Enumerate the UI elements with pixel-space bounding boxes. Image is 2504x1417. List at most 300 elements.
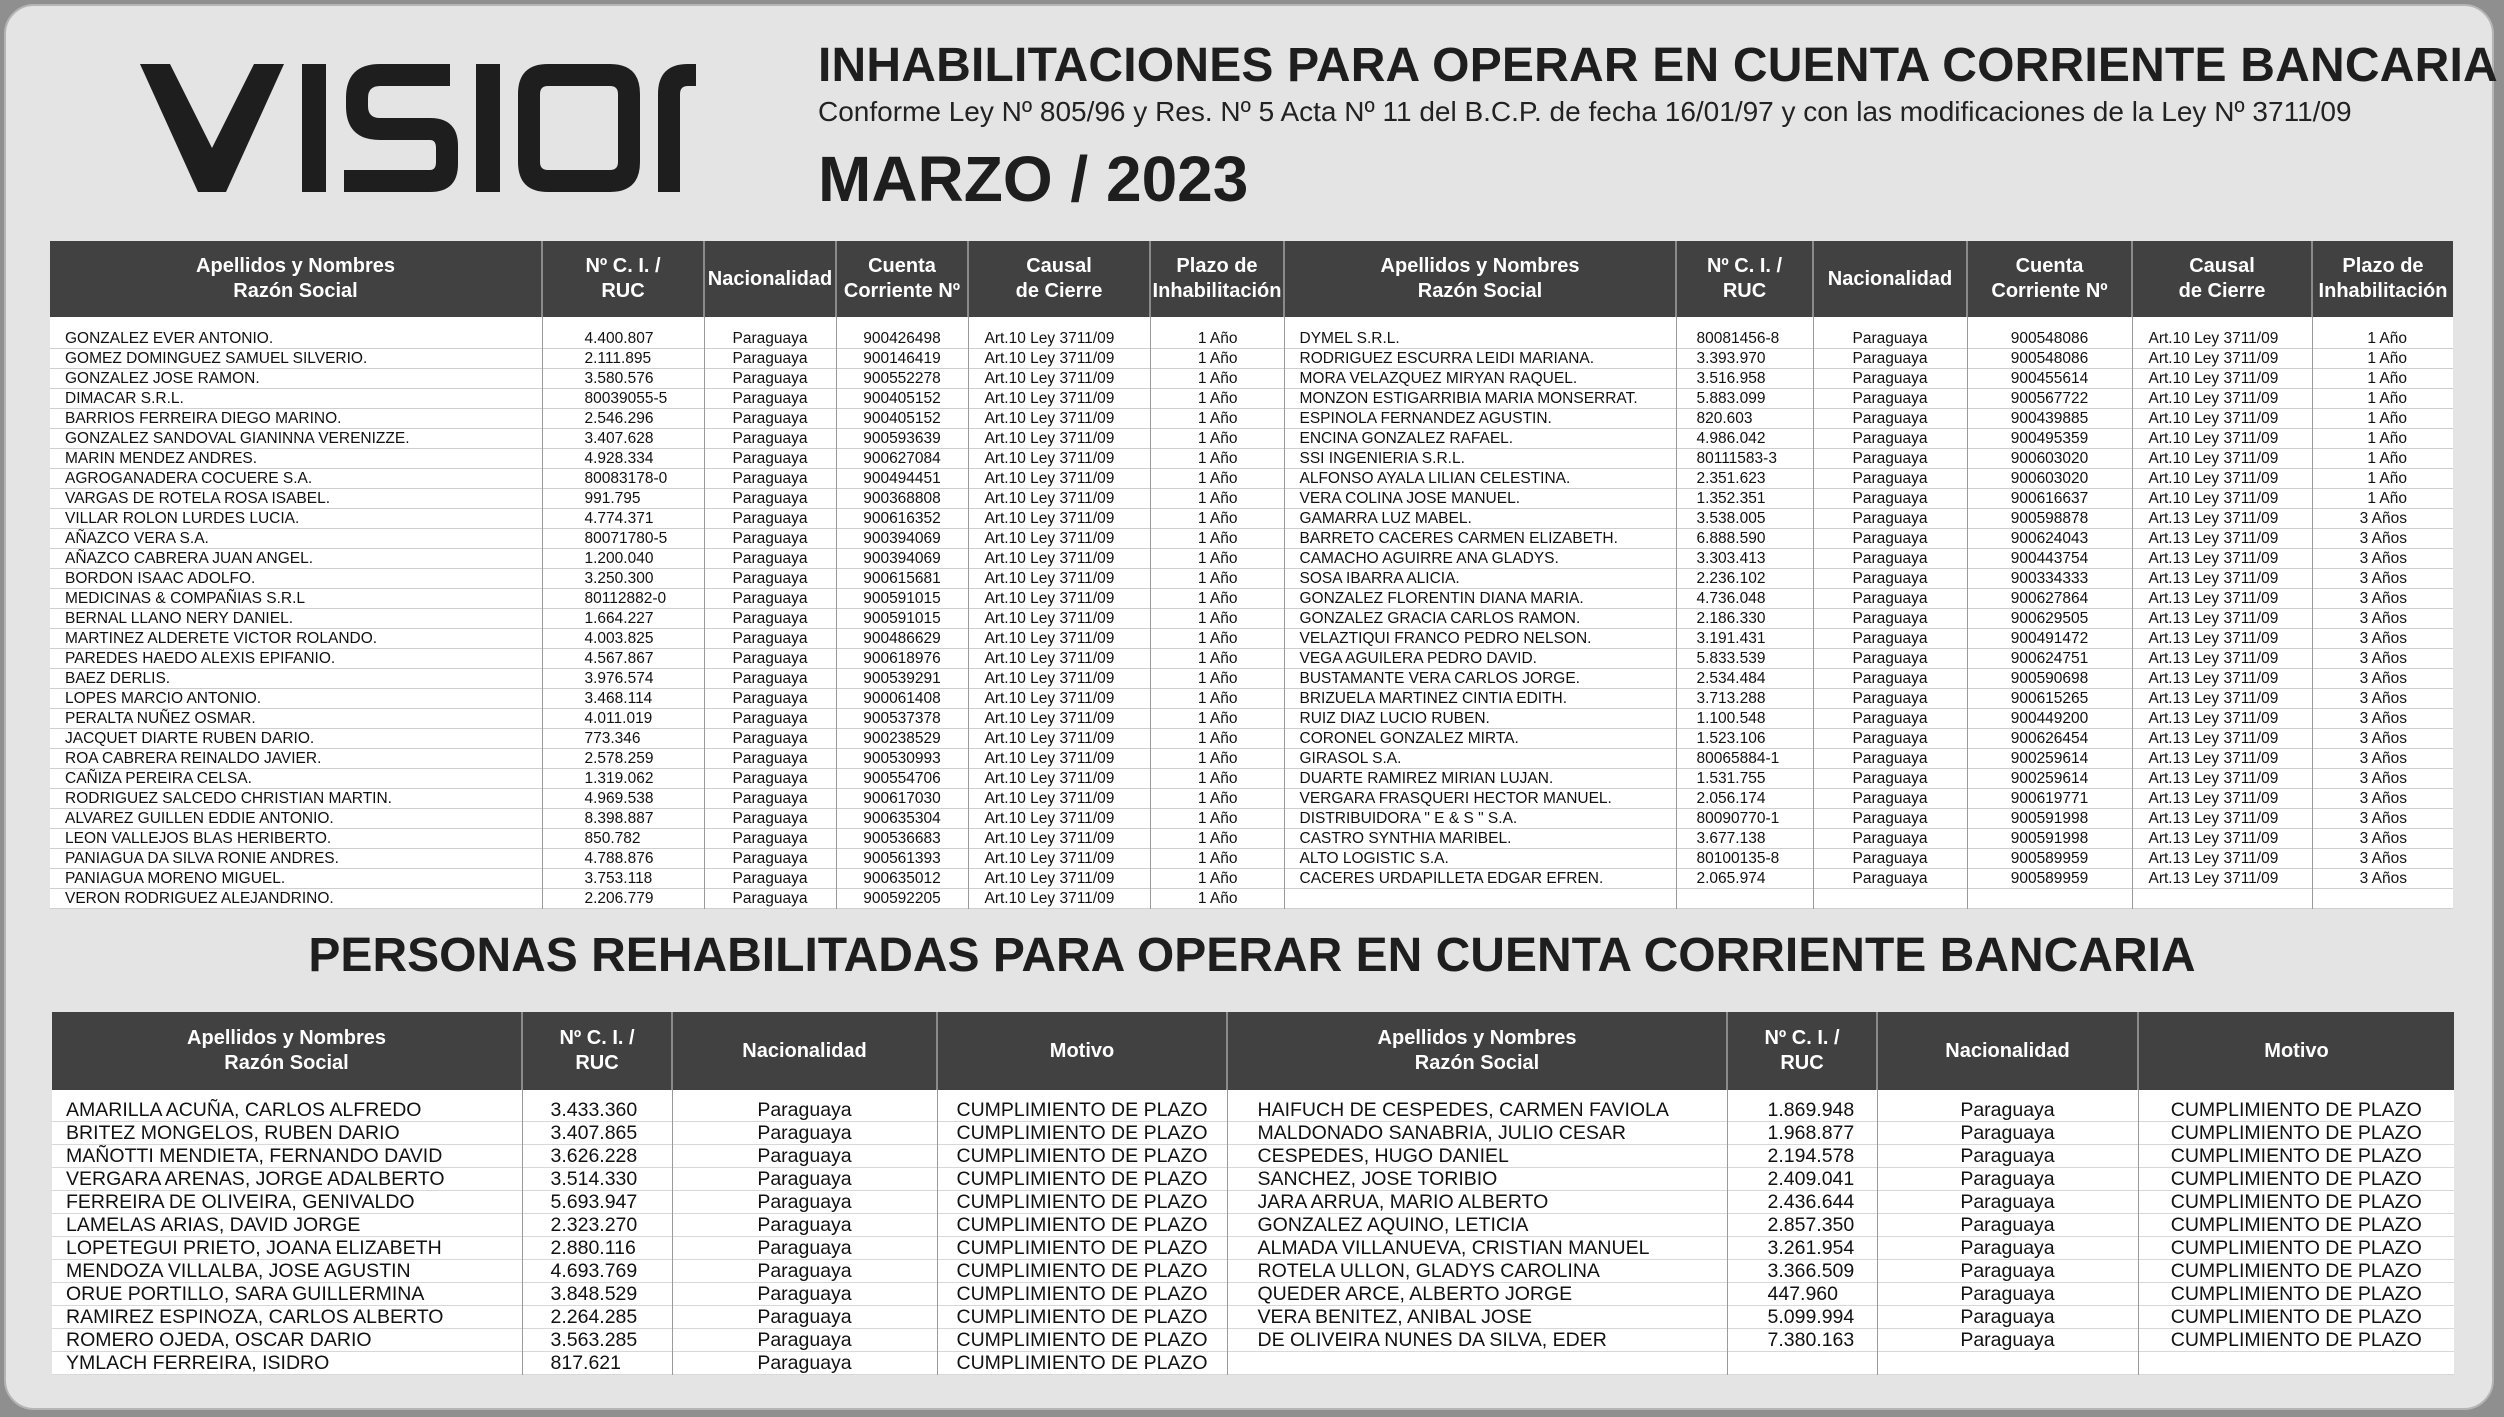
- cell-nacionalidad: Paraguaya: [1813, 769, 1967, 789]
- cell-nacionalidad: Paraguaya: [1877, 1260, 2138, 1283]
- cell-name: GIRASOL S.A.: [1284, 749, 1676, 769]
- cell-name: BERNAL LLANO NERY DANIEL.: [65, 610, 293, 628]
- cell-cuenta: 900615265: [1967, 689, 2132, 709]
- cell-nacionalidad: Paraguaya: [1813, 829, 1967, 849]
- cell-cuenta: 900618976: [836, 649, 968, 669]
- cell-plazo: 1 Año: [1150, 709, 1284, 729]
- rehabilitadas-table: [52, 1012, 2454, 1375]
- cell-causal: Art.10 Ley 3711/09: [968, 549, 1150, 569]
- cell-name: LOPES MARCIO ANTONIO.: [65, 690, 262, 708]
- cell-nacionalidad: Paraguaya: [704, 349, 836, 369]
- cell-name: MARIN MENDEZ ANDRES.: [65, 450, 258, 468]
- cell-plazo: 1 Año: [1150, 549, 1284, 569]
- page-title: INHABILITACIONES PARA OPERAR EN CUENTA CORRIENTE BANCARIA: [818, 39, 2498, 92]
- cell-nacionalidad: Paraguaya: [704, 509, 836, 529]
- cell-name: BRITEZ MONGELOS, RUBEN DARIO: [66, 1122, 400, 1144]
- table-row: [50, 709, 2453, 729]
- cell-causal: Art.10 Ley 3711/09: [2132, 389, 2312, 409]
- col-header-ci: Nº C. I. / RUC: [522, 1012, 672, 1090]
- cell-name: RODRIGUEZ ESCURRA LEIDI MARIANA.: [1284, 349, 1676, 369]
- cell-cuenta: 900635012: [836, 869, 968, 889]
- col-header-motivo: Motivo: [2138, 1012, 2454, 1090]
- cell-nacionalidad: Paraguaya: [1813, 809, 1967, 829]
- cell-causal: Art.10 Ley 3711/09: [968, 889, 1150, 909]
- cell-plazo: 1 Año: [2312, 489, 2453, 509]
- cell-name: BUSTAMANTE VERA CARLOS JORGE.: [1284, 669, 1676, 689]
- cell-causal: Art.10 Ley 3711/09: [968, 529, 1150, 549]
- cell-cuenta: 900494451: [836, 469, 968, 489]
- cell-nacionalidad: Paraguaya: [672, 1191, 937, 1214]
- cell-ci: 2.065.974: [1676, 869, 1813, 889]
- cell-nacionalidad: Paraguaya: [1813, 329, 1967, 349]
- cell-ci: 991.795: [542, 489, 704, 509]
- cell-ci: 3.677.138: [1676, 829, 1813, 849]
- cell-plazo: 1 Año: [1150, 489, 1284, 509]
- cell-name: CAMACHO AGUIRRE ANA GLADYS.: [1284, 549, 1676, 569]
- cell-cuenta: 900405152: [836, 409, 968, 429]
- cell-nacionalidad: Paraguaya: [1813, 869, 1967, 889]
- empty-cell: [1284, 317, 1676, 329]
- cell-name: LOPETEGUI PRIETO, JOANA ELIZABETH: [66, 1237, 442, 1259]
- cell-cuenta: 900616637: [1967, 489, 2132, 509]
- table-row: [50, 689, 2453, 709]
- table-row: [52, 1237, 2454, 1260]
- cell-nacionalidad: Paraguaya: [704, 729, 836, 749]
- cell-name: BAEZ DERLIS.: [65, 670, 171, 688]
- cell-name: SSI INGENIERIA S.R.L.: [1284, 449, 1676, 469]
- cell-ci: 447.960: [1727, 1283, 1877, 1306]
- cell-plazo: 1 Año: [1150, 529, 1284, 549]
- cell-causal: Art.10 Ley 3711/09: [2132, 349, 2312, 369]
- empty-cell: [968, 317, 1150, 329]
- cell-name: CORONEL GONZALEZ MIRTA.: [1284, 729, 1676, 749]
- cell-ci: 2.857.350: [1727, 1214, 1877, 1237]
- cell-causal: Art.10 Ley 3711/09: [968, 769, 1150, 789]
- cell-ci: 4.011.019: [542, 709, 704, 729]
- cell-nacionalidad: Paraguaya: [1877, 1237, 2138, 1260]
- empty-cell: [1877, 1090, 2138, 1099]
- cell-plazo: 3 Años: [2312, 789, 2453, 809]
- empty-cell: [542, 317, 704, 329]
- table-row: [50, 409, 2453, 429]
- cell-plazo: 3 Años: [2312, 569, 2453, 589]
- cell-motivo: CUMPLIMIENTO DE PLAZO: [2138, 1306, 2454, 1329]
- cell-ci: 4.969.538: [542, 789, 704, 809]
- cell-name: ROMERO OJEDA, OSCAR DARIO: [66, 1329, 372, 1351]
- cell-name: MONZON ESTIGARRIBIA MARIA MONSERRAT.: [1284, 389, 1676, 409]
- cell-ci: 3.580.576: [542, 369, 704, 389]
- cell-nacionalidad: Paraguaya: [1813, 449, 1967, 469]
- cell-plazo: 3 Años: [2312, 709, 2453, 729]
- cell-ci: 8.398.887: [542, 809, 704, 829]
- cell-cuenta: 900616352: [836, 509, 968, 529]
- cell-nacionalidad: Paraguaya: [1813, 669, 1967, 689]
- cell-cuenta: 900591998: [1967, 809, 2132, 829]
- cell-nacionalidad: Paraguaya: [1877, 1122, 2138, 1145]
- table-row: [50, 889, 2453, 909]
- empty-cell: [1676, 317, 1813, 329]
- cell-nacionalidad: Paraguaya: [1813, 609, 1967, 629]
- cell-causal: Art.10 Ley 3711/09: [968, 409, 1150, 429]
- cell-nacionalidad: Paraguaya: [1877, 1145, 2138, 1168]
- cell-cuenta: 900561393: [836, 849, 968, 869]
- cell-name: ALFONSO AYALA LILIAN CELESTINA.: [1284, 469, 1676, 489]
- table-row: [50, 449, 2453, 469]
- cell-ci: 3.261.954: [1727, 1237, 1877, 1260]
- cell-cuenta: 900061408: [836, 689, 968, 709]
- cell-plazo: 3 Años: [2312, 749, 2453, 769]
- cell-ci: [1676, 889, 1813, 909]
- cell-ci: 4.774.371: [542, 509, 704, 529]
- empty-cell: [1150, 317, 1284, 329]
- cell-ci: 1.664.227: [542, 609, 704, 629]
- table-row: [50, 629, 2453, 649]
- cell-plazo: 1 Año: [2312, 429, 2453, 449]
- table-header-row: [52, 1012, 2454, 1090]
- cell-plazo: 1 Año: [1150, 409, 1284, 429]
- cell-ci: 5.883.099: [1676, 389, 1813, 409]
- cell-nacionalidad: Paraguaya: [1877, 1329, 2138, 1352]
- cell-nacionalidad: Paraguaya: [1813, 729, 1967, 749]
- cell-name: ESPINOLA FERNANDEZ AGUSTIN.: [1284, 409, 1676, 429]
- cell-cuenta: 900259614: [1967, 769, 2132, 789]
- cell-motivo: CUMPLIMIENTO DE PLAZO: [2138, 1168, 2454, 1191]
- cell-ci: 3.516.958: [1676, 369, 1813, 389]
- cell-cuenta: 900238529: [836, 729, 968, 749]
- cell-ci: 3.303.413: [1676, 549, 1813, 569]
- cell-plazo: [2312, 889, 2453, 909]
- cell-ci: 817.621: [522, 1352, 672, 1375]
- cell-name: PERALTA NUÑEZ OSMAR.: [65, 710, 256, 728]
- cell-nacionalidad: Paraguaya: [704, 849, 836, 869]
- cell-causal: Art.13 Ley 3711/09: [2132, 689, 2312, 709]
- cell-nacionalidad: Paraguaya: [1877, 1168, 2138, 1191]
- cell-name: DYMEL S.R.L.: [1284, 329, 1676, 349]
- cell-ci: 3.538.005: [1676, 509, 1813, 529]
- cell-ci: 3.753.118: [542, 869, 704, 889]
- cell-cuenta: 900591015: [836, 609, 968, 629]
- cell-motivo: CUMPLIMIENTO DE PLAZO: [937, 1145, 1227, 1168]
- cell-ci: 80090770-1: [1676, 809, 1813, 829]
- cell-nacionalidad: Paraguaya: [672, 1214, 937, 1237]
- cell-nacionalidad: Paraguaya: [704, 889, 836, 909]
- cell-nacionalidad: Paraguaya: [704, 869, 836, 889]
- cell-name: [1284, 889, 1676, 909]
- cell-name: GONZALEZ GRACIA CARLOS RAMON.: [1284, 609, 1676, 629]
- cell-nacionalidad: Paraguaya: [1813, 649, 1967, 669]
- cell-motivo: CUMPLIMIENTO DE PLAZO: [937, 1329, 1227, 1352]
- table-row: [52, 1329, 2454, 1352]
- cell-causal: Art.10 Ley 3711/09: [968, 809, 1150, 829]
- cell-ci: 2.194.578: [1727, 1145, 1877, 1168]
- cell-plazo: 1 Año: [1150, 649, 1284, 669]
- table-row: [50, 609, 2453, 629]
- cell-plazo: 3 Años: [2312, 809, 2453, 829]
- cell-nacionalidad: Paraguaya: [704, 369, 836, 389]
- cell-plazo: 1 Año: [1150, 829, 1284, 849]
- cell-name: DIMACAR S.R.L.: [65, 390, 184, 408]
- cell-nacionalidad: Paraguaya: [1813, 409, 1967, 429]
- cell-plazo: 3 Años: [2312, 849, 2453, 869]
- cell-name: ROTELA ULLON, GLADYS CAROLINA: [1227, 1260, 1727, 1283]
- cell-nacionalidad: Paraguaya: [1877, 1099, 2138, 1122]
- cell-name: BARRIOS FERREIRA DIEGO MARINO.: [65, 410, 342, 428]
- cell-cuenta: 900619771: [1967, 789, 2132, 809]
- cell-ci: 2.578.259: [542, 749, 704, 769]
- cell-name: LEON VALLEJOS BLAS HERIBERTO.: [65, 830, 332, 848]
- cell-name: BORDON ISAAC ADOLFO.: [65, 570, 256, 588]
- cell-nacionalidad: Paraguaya: [1813, 489, 1967, 509]
- cell-motivo: CUMPLIMIENTO DE PLAZO: [2138, 1145, 2454, 1168]
- cell-ci: 2.236.102: [1676, 569, 1813, 589]
- cell-causal: Art.13 Ley 3711/09: [2132, 589, 2312, 609]
- table-row: [50, 529, 2453, 549]
- cell-plazo: 3 Años: [2312, 769, 2453, 789]
- cell-name: PAREDES HAEDO ALEXIS EPIFANIO.: [65, 650, 336, 668]
- cell-causal: Art.13 Ley 3711/09: [2132, 789, 2312, 809]
- cell-cuenta: 900449200: [1967, 709, 2132, 729]
- cell-causal: Art.10 Ley 3711/09: [968, 589, 1150, 609]
- cell-name: ALMADA VILLANUEVA, CRISTIAN MANUEL: [1227, 1237, 1727, 1260]
- cell-nacionalidad: Paraguaya: [704, 749, 836, 769]
- cell-causal: Art.10 Ley 3711/09: [968, 429, 1150, 449]
- cell-ci: 2.056.174: [1676, 789, 1813, 809]
- cell-ci: 2.111.895: [542, 349, 704, 369]
- cell-nacionalidad: Paraguaya: [1813, 509, 1967, 529]
- col-header-cuenta: Cuenta Corriente Nº: [836, 241, 968, 317]
- cell-ci: 2.186.330: [1676, 609, 1813, 629]
- cell-nacionalidad: Paraguaya: [704, 629, 836, 649]
- rehabilitadas-title: PERSONAS REHABILITADAS PARA OPERAR EN CUENTA CORRIENTE BANCARIA: [308, 929, 2196, 982]
- cell-cuenta: 900590698: [1967, 669, 2132, 689]
- cell-cuenta: [1967, 889, 2132, 909]
- cell-nacionalidad: Paraguaya: [704, 469, 836, 489]
- cell-name: GONZALEZ SANDOVAL GIANINNA VERENIZZE.: [65, 430, 410, 448]
- cell-motivo: CUMPLIMIENTO DE PLAZO: [937, 1122, 1227, 1145]
- cell-motivo: CUMPLIMIENTO DE PLAZO: [2138, 1329, 2454, 1352]
- table-row: [52, 1306, 2454, 1329]
- cell-cuenta: 900624043: [1967, 529, 2132, 549]
- table-row: [50, 869, 2453, 889]
- table-row: [52, 1283, 2454, 1306]
- cell-causal: Art.10 Ley 3711/09: [968, 729, 1150, 749]
- cell-causal: Art.10 Ley 3711/09: [968, 569, 1150, 589]
- cell-plazo: 1 Año: [2312, 449, 2453, 469]
- cell-cuenta: 900426498: [836, 329, 968, 349]
- cell-causal: Art.10 Ley 3711/09: [968, 689, 1150, 709]
- cell-motivo: CUMPLIMIENTO DE PLAZO: [937, 1099, 1227, 1122]
- cell-name: CESPEDES, HUGO DANIEL: [1227, 1145, 1727, 1168]
- empty-cell: [937, 1090, 1227, 1099]
- cell-causal: Art.10 Ley 3711/09: [968, 349, 1150, 369]
- empty-cell: [52, 1090, 522, 1099]
- cell-causal: Art.10 Ley 3711/09: [968, 329, 1150, 349]
- cell-causal: Art.10 Ley 3711/09: [2132, 429, 2312, 449]
- cell-causal: Art.10 Ley 3711/09: [2132, 469, 2312, 489]
- cell-causal: Art.10 Ley 3711/09: [2132, 329, 2312, 349]
- cell-plazo: 1 Año: [1150, 769, 1284, 789]
- table-row: [50, 569, 2453, 589]
- cell-causal: Art.13 Ley 3711/09: [2132, 769, 2312, 789]
- cell-motivo: CUMPLIMIENTO DE PLAZO: [937, 1306, 1227, 1329]
- cell-ci: 2.323.270: [522, 1214, 672, 1237]
- cell-name: VEGA AGUILERA PEDRO DAVID.: [1284, 649, 1676, 669]
- table-row: [52, 1168, 2454, 1191]
- inhabilitaciones-table: [50, 241, 2453, 909]
- cell-ci: 5.693.947: [522, 1191, 672, 1214]
- cell-nacionalidad: Paraguaya: [672, 1260, 937, 1283]
- cell-motivo: CUMPLIMIENTO DE PLAZO: [937, 1191, 1227, 1214]
- cell-name: MAÑOTTI MENDIETA, FERNANDO DAVID: [66, 1145, 443, 1167]
- cell-ci: [1727, 1352, 1877, 1375]
- table-row: [50, 469, 2453, 489]
- table-row: [50, 589, 2453, 609]
- cell-nacionalidad: Paraguaya: [672, 1168, 937, 1191]
- col-header-nacionalidad: Nacionalidad: [672, 1012, 937, 1090]
- col-header-nacionalidad: Nacionalidad: [704, 241, 836, 317]
- cell-nacionalidad: Paraguaya: [1813, 429, 1967, 449]
- cell-ci: 4.003.825: [542, 629, 704, 649]
- cell-nacionalidad: Paraguaya: [1877, 1191, 2138, 1214]
- cell-ci: 4.788.876: [542, 849, 704, 869]
- cell-ci: 2.264.285: [522, 1306, 672, 1329]
- cell-causal: Art.13 Ley 3711/09: [2132, 749, 2312, 769]
- table-row: [52, 1122, 2454, 1145]
- cell-ci: 4.567.867: [542, 649, 704, 669]
- cell-name: ENCINA GONZALEZ RAFAEL.: [1284, 429, 1676, 449]
- cell-causal: Art.13 Ley 3711/09: [2132, 669, 2312, 689]
- cell-name: DISTRIBUIDORA " E & S " S.A.: [1284, 809, 1676, 829]
- cell-nacionalidad: Paraguaya: [672, 1145, 937, 1168]
- cell-plazo: 1 Año: [1150, 669, 1284, 689]
- cell-name: FERREIRA DE OLIVEIRA, GENIVALDO: [66, 1191, 415, 1213]
- cell-causal: Art.13 Ley 3711/09: [2132, 649, 2312, 669]
- cell-cuenta: 900615681: [836, 569, 968, 589]
- cell-plazo: 1 Año: [2312, 409, 2453, 429]
- cell-cuenta: 900259614: [1967, 749, 2132, 769]
- cell-ci: 2.436.644: [1727, 1191, 1877, 1214]
- cell-ci: 2.409.041: [1727, 1168, 1877, 1191]
- cell-cuenta: 900603020: [1967, 469, 2132, 489]
- cell-name: ORUE PORTILLO, SARA GUILLERMINA: [66, 1283, 425, 1305]
- table-spacer-row: [50, 317, 2453, 329]
- cell-plazo: 1 Año: [1150, 389, 1284, 409]
- table-row: [50, 769, 2453, 789]
- cell-ci: 3.563.285: [522, 1329, 672, 1352]
- cell-causal: Art.10 Ley 3711/09: [968, 709, 1150, 729]
- cell-ci: 80065884-1: [1676, 749, 1813, 769]
- cell-motivo: CUMPLIMIENTO DE PLAZO: [937, 1214, 1227, 1237]
- cell-cuenta: 900554706: [836, 769, 968, 789]
- cell-ci: 3.250.300: [542, 569, 704, 589]
- col-header-plazo: Plazo de Inhabilitación: [1150, 241, 1284, 317]
- cell-motivo: CUMPLIMIENTO DE PLAZO: [2138, 1191, 2454, 1214]
- cell-causal: Art.13 Ley 3711/09: [2132, 729, 2312, 749]
- cell-nacionalidad: Paraguaya: [704, 409, 836, 429]
- col-header-name: Apellidos y Nombres Razón Social: [1227, 1012, 1727, 1090]
- cell-nacionalidad: Paraguaya: [1813, 469, 1967, 489]
- cell-name: VERA BENITEZ, ANIBAL JOSE: [1227, 1306, 1727, 1329]
- cell-ci: 80081456-8: [1676, 329, 1813, 349]
- cell-nacionalidad: Paraguaya: [704, 809, 836, 829]
- cell-ci: 80111583-3: [1676, 449, 1813, 469]
- cell-nacionalidad: Paraguaya: [672, 1122, 937, 1145]
- cell-cuenta: 900394069: [836, 529, 968, 549]
- table-row: [50, 849, 2453, 869]
- cell-name: QUEDER ARCE, ALBERTO JORGE: [1227, 1283, 1727, 1306]
- cell-name: RODRIGUEZ SALCEDO CHRISTIAN MARTIN.: [65, 790, 392, 808]
- cell-ci: 3.366.509: [1727, 1260, 1877, 1283]
- cell-ci: 80083178-0: [542, 469, 704, 489]
- table-row: [50, 349, 2453, 369]
- cell-name: VERON RODRIGUEZ ALEJANDRINO.: [65, 890, 334, 908]
- cell-ci: 3.468.114: [542, 689, 704, 709]
- cell-nacionalidad: Paraguaya: [704, 489, 836, 509]
- empty-cell: [2138, 1090, 2454, 1099]
- cell-plazo: 3 Años: [2312, 529, 2453, 549]
- cell-causal: Art.13 Ley 3711/09: [2132, 809, 2312, 829]
- table-row: [50, 829, 2453, 849]
- cell-plazo: 1 Año: [1150, 629, 1284, 649]
- cell-name: MEDICINAS & COMPAÑIAS S.R.L: [65, 590, 306, 608]
- cell-name: GONZALEZ EVER ANTONIO.: [65, 330, 274, 348]
- table-row: [50, 729, 2453, 749]
- table-row: [50, 489, 2453, 509]
- cell-ci: 3.848.529: [522, 1283, 672, 1306]
- cell-cuenta: 900552278: [836, 369, 968, 389]
- cell-name: RAMIREZ ESPINOZA, CARLOS ALBERTO: [66, 1306, 444, 1328]
- empty-cell: [1227, 1090, 1727, 1099]
- cell-nacionalidad: Paraguaya: [1813, 849, 1967, 869]
- cell-motivo: CUMPLIMIENTO DE PLAZO: [2138, 1099, 2454, 1122]
- cell-nacionalidad: Paraguaya: [704, 609, 836, 629]
- cell-name: JARA ARRUA, MARIO ALBERTO: [1227, 1191, 1727, 1214]
- cell-name: [1227, 1352, 1727, 1375]
- cell-cuenta: 900146419: [836, 349, 968, 369]
- cell-name: LAMELAS ARIAS, DAVID JORGE: [66, 1214, 361, 1236]
- cell-nacionalidad: [1877, 1352, 2138, 1375]
- empty-cell: [1727, 1090, 1877, 1099]
- cell-ci: 2.880.116: [522, 1237, 672, 1260]
- cell-cuenta: 900627084: [836, 449, 968, 469]
- cell-nacionalidad: Paraguaya: [1813, 389, 1967, 409]
- table-row: [52, 1214, 2454, 1237]
- cell-causal: Art.10 Ley 3711/09: [968, 389, 1150, 409]
- cell-plazo: 1 Año: [1150, 889, 1284, 909]
- cell-ci: 80039055-5: [542, 389, 704, 409]
- cell-ci: 2.351.623: [1676, 469, 1813, 489]
- cell-nacionalidad: Paraguaya: [1813, 589, 1967, 609]
- cell-cuenta: 900603020: [1967, 449, 2132, 469]
- cell-causal: Art.13 Ley 3711/09: [2132, 569, 2312, 589]
- empty-cell: [50, 317, 542, 329]
- cell-name: VERGARA ARENAS, JORGE ADALBERTO: [66, 1168, 445, 1190]
- cell-nacionalidad: Paraguaya: [672, 1099, 937, 1122]
- cell-ci: 4.693.769: [522, 1260, 672, 1283]
- cell-name: AÑAZCO VERA S.A.: [65, 530, 209, 548]
- col-header-name: Apellidos y Nombres Razón Social: [52, 1012, 522, 1090]
- cell-ci: 1.352.351: [1676, 489, 1813, 509]
- cell-nacionalidad: Paraguaya: [704, 389, 836, 409]
- cell-ci: 2.546.296: [542, 409, 704, 429]
- cell-ci: 820.603: [1676, 409, 1813, 429]
- empty-cell: [2312, 317, 2453, 329]
- cell-motivo: CUMPLIMIENTO DE PLAZO: [2138, 1283, 2454, 1306]
- table-row: [50, 329, 2453, 349]
- cell-nacionalidad: Paraguaya: [1877, 1306, 2138, 1329]
- cell-plazo: 1 Año: [2312, 469, 2453, 489]
- cell-ci: 3.713.288: [1676, 689, 1813, 709]
